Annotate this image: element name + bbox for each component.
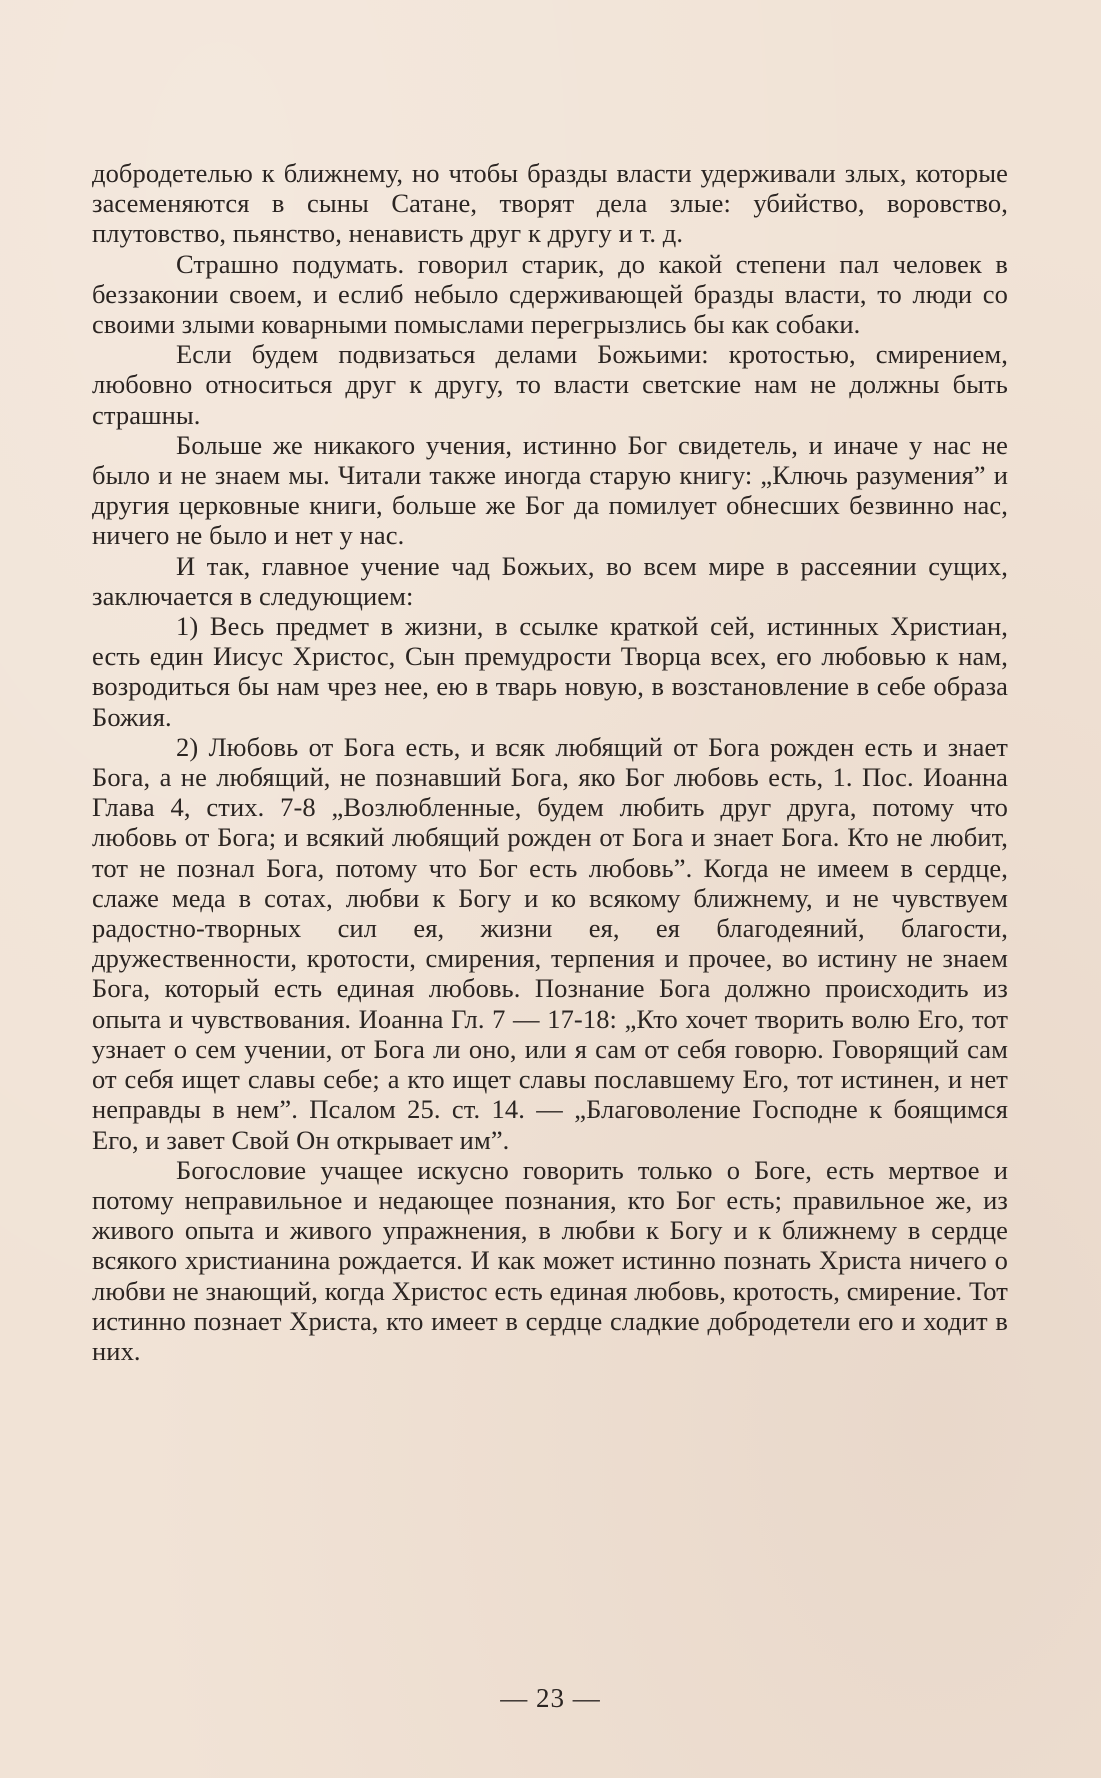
paragraph-3: Если будем подвизаться делами Божьими: кротостью, смирением, любовно относиться друг к другу, то власти светские нам не должны быть страшны. bbox=[92, 339, 1008, 430]
page-number: — 23 — bbox=[500, 1683, 601, 1713]
paragraph-8: Богословие учащее искусно говорить только о Боге, есть мертвое и потому неправильное и недающее познания, кто Бог есть; правильное же, из живого опыта и живого упражнения, в любви к Богу и к ближнему в сердце всякого христианина рождается. И как может истинно познать Христа ничего о любви не знающий, когда Христос есть единая любовь, кротость, смирение. Тот истинно познает Христа, кто имеет в сердце сладкие добродетели его и ходит в них. bbox=[92, 1154, 1008, 1366]
paragraph-1: добродетелью к ближнему, но чтобы бразды власти удерживали злых, которые засеменяются в сыны Сатане, творят дела злые: убийство, воровство, плутовство, пьянство, ненависть друг к другу и т. д. bbox=[92, 158, 1008, 249]
paragraph-2: Страшно подумать. говорил старик, до какой степени пал человек в беззаконии своем, и еслиб небыло сдерживающей бразды власти, то люди со своими злыми коварными помыслами перегрызлись бы как собаки. bbox=[92, 248, 1008, 340]
body-text bbox=[92, 158, 1008, 1366]
paragraph-5: И так, главное учение чад Божьих, во всем мире в рассеянии сущих, заключается в следующием: bbox=[92, 550, 1008, 611]
paragraph-point-2: 2) Любовь от Бога есть, и всяк любящий от Бога рожден есть и знает Бога, а не любящий, не познавший Бога, яко Бог любовь есть, 1. Пос. Иоанна Глава 4, стих. 7-8 „Возлюбленные, будем любить друг друга, потому что любовь от Бога; и всякий любящий рожден от Бога и знает Бога. Кто не любит, тот не познал Бога, потому что Бог есть любовь”. Когда не имеем в сердце, слаже меда в сотах, любви к Богу и ко всякому ближнему, и не чувствуем радостно-творных сил ея, жизни ея, ея благодеяний, благости, дружественности, кротости, смирения, терпения и прочее, во истину не знаем Бога, который есть единая любовь. Познание Бога должно происходить из опыта и чувствования. Иоанна Гл. 7 — 17-18: „Кто хочет творить волю Его, тот узнает о сем учении, от Бога ли оно, или я сам от себя говорю. Говорящий сам от себя ищет славы себе; а кто ищет славы пославшему Его, тот истинен, и нет неправды в нем”. Псалом 25. ст. 14. — „Благоволение Господне к боящимся Его, и завет Свой Он открывает им”. bbox=[92, 731, 1008, 1155]
paragraph-4: Больше же никакого учения, истинно Бог свидетель, и иначе у нас не было и не знаем мы. Читали также иногда старую книгу: „Ключь разумения” и другия церковные книги, больше же Бог да помилует обнесших безвинно нас, ничего не было и нет у нас. bbox=[92, 429, 1008, 551]
paragraph-point-1: 1) Весь предмет в жизни, в ссылке краткой сей, истинных Христиан, есть един Иисус Христос, Сын премудрости Творца всех, его любовью к нам, возродиться бы нам чрез нее, ею в тварь новую, в возстановление в себе образа Божия. bbox=[92, 611, 1008, 732]
